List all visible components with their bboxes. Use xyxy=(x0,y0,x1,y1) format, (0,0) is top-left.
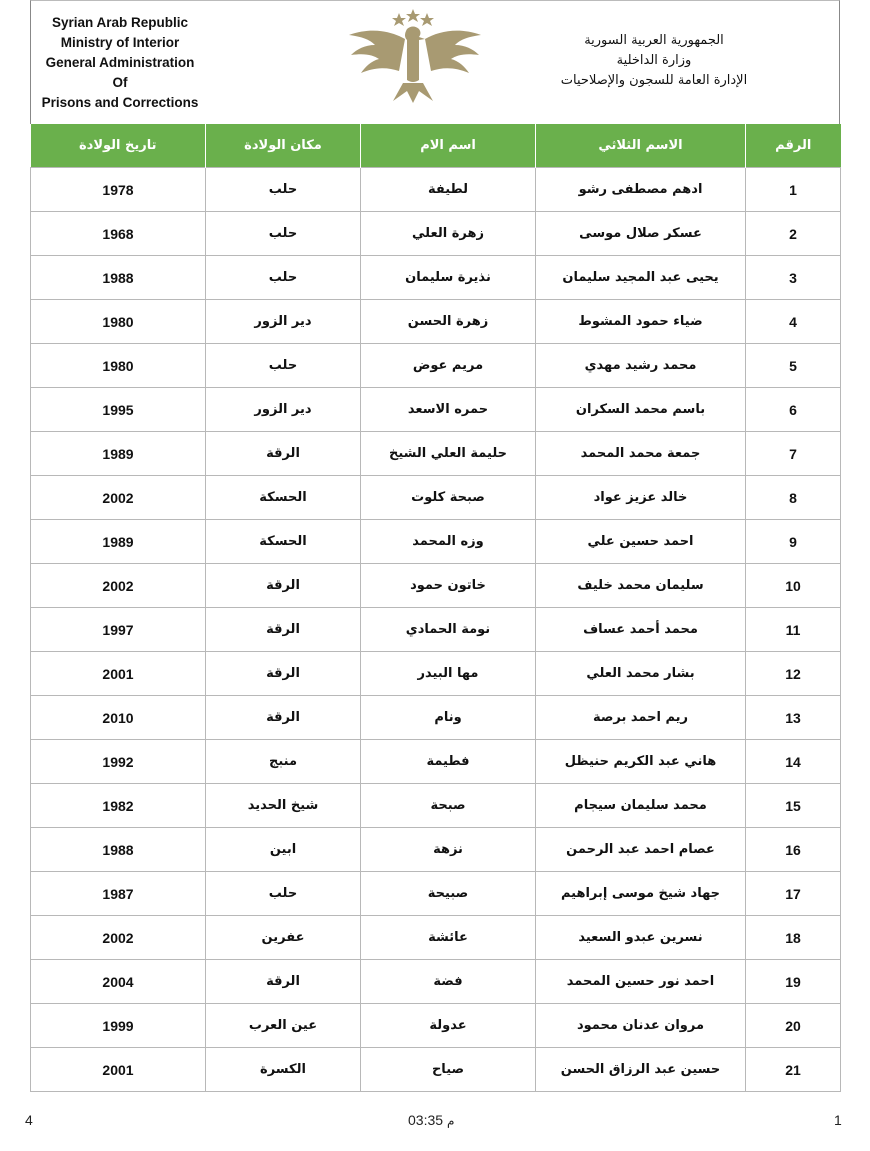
table-body xyxy=(31,168,841,1092)
row-number: 18 xyxy=(746,916,841,960)
birth-place: الرقة xyxy=(206,432,361,476)
table-row xyxy=(31,960,841,1004)
row-number: 15 xyxy=(746,784,841,828)
full-name: محمد رشيد مهدي xyxy=(536,344,746,388)
table-row xyxy=(31,476,841,520)
birth-place: عفرين xyxy=(206,916,361,960)
mother-name: حليمة العلي الشيخ xyxy=(361,432,536,476)
full-name: محمد أحمد عساف xyxy=(536,608,746,652)
table-row xyxy=(31,344,841,388)
birth-year: 2002 xyxy=(31,564,206,608)
birth-place: حلب xyxy=(206,872,361,916)
row-number: 17 xyxy=(746,872,841,916)
mother-name: زهرة الحسن xyxy=(361,300,536,344)
row-number: 20 xyxy=(746,1004,841,1048)
table-header-row xyxy=(31,124,841,168)
full-name: جهاد شيخ موسى إبراهيم xyxy=(536,872,746,916)
birth-place: دير الزور xyxy=(206,388,361,432)
mother-name: فطيمة xyxy=(361,740,536,784)
birth-place: حلب xyxy=(206,344,361,388)
row-number: 6 xyxy=(746,388,841,432)
birth-year: 1988 xyxy=(31,256,206,300)
birth-year: 2002 xyxy=(31,916,206,960)
column-header-full-name: الاسم الثلاثي xyxy=(536,124,746,168)
birth-place: حلب xyxy=(206,212,361,256)
birth-year: 2001 xyxy=(31,1048,206,1092)
row-number: 12 xyxy=(746,652,841,696)
full-name: هاني عبد الكريم حنيظل xyxy=(536,740,746,784)
table-row xyxy=(31,168,841,212)
birth-place: الرقة xyxy=(206,652,361,696)
table-row xyxy=(31,520,841,564)
mother-name: صبحة xyxy=(361,784,536,828)
birth-year: 1978 xyxy=(31,168,206,212)
mother-name: حمره الاسعد xyxy=(361,388,536,432)
birth-place: الحسكة xyxy=(206,520,361,564)
table-row xyxy=(31,388,841,432)
mother-name: مها البيدر xyxy=(361,652,536,696)
mother-name: صبحة كلوت xyxy=(361,476,536,520)
header-arabic-line: الإدارة العامة للسجون والإصلاحيات xyxy=(560,73,748,88)
full-name: باسم محمد السكران xyxy=(536,388,746,432)
row-number: 7 xyxy=(746,432,841,476)
table-row xyxy=(31,1004,841,1048)
full-name: نسرين عبدو السعيد xyxy=(536,916,746,960)
header-arabic xyxy=(524,31,784,91)
full-name: مروان عدنان محمود xyxy=(536,1004,746,1048)
birth-place: الكسرة xyxy=(206,1048,361,1092)
table-row xyxy=(31,784,841,828)
mother-name: عدولة xyxy=(361,1004,536,1048)
full-name: ريم احمد برصة xyxy=(536,696,746,740)
header-english xyxy=(35,13,205,113)
table-row xyxy=(31,256,841,300)
full-name: محمد سليمان سيجام xyxy=(536,784,746,828)
mother-name: خاتون حمود xyxy=(361,564,536,608)
table-row xyxy=(31,212,841,256)
birth-place: منبج xyxy=(206,740,361,784)
full-name: بشار محمد العلي xyxy=(536,652,746,696)
mother-name: عائشة xyxy=(361,916,536,960)
table-row xyxy=(31,432,841,476)
mother-name: فضة xyxy=(361,960,536,1004)
birth-place: الرقة xyxy=(206,960,361,1004)
row-number: 9 xyxy=(746,520,841,564)
footer-time-value: 03:35 xyxy=(408,1112,444,1128)
footer-time xyxy=(408,1112,454,1128)
full-name: خالد عزيز عواد xyxy=(536,476,746,520)
birth-place: الحسكة xyxy=(206,476,361,520)
table-row xyxy=(31,740,841,784)
full-name: حسين عبد الرزاق الحسن xyxy=(536,1048,746,1092)
table-row xyxy=(31,652,841,696)
birth-year: 1997 xyxy=(31,608,206,652)
document-header xyxy=(30,0,840,124)
row-number: 16 xyxy=(746,828,841,872)
row-number: 2 xyxy=(746,212,841,256)
header-english-line: Ministry of Interior xyxy=(60,35,180,50)
full-name: يحيى عبد المجيد سليمان xyxy=(536,256,746,300)
birth-place: دير الزور xyxy=(206,300,361,344)
table-row xyxy=(31,872,841,916)
birth-year: 1988 xyxy=(31,828,206,872)
birth-year: 1989 xyxy=(31,520,206,564)
row-number: 8 xyxy=(746,476,841,520)
birth-place: الرقة xyxy=(206,696,361,740)
table-row xyxy=(31,1048,841,1092)
table-row xyxy=(31,300,841,344)
birth-place: الرقة xyxy=(206,564,361,608)
header-english-line: Syrian Arab Republic xyxy=(51,15,189,30)
mother-name: لطيفة xyxy=(361,168,536,212)
header-english-line: Of xyxy=(112,75,128,90)
column-header-mother-name: اسم الام xyxy=(361,124,536,168)
table-row xyxy=(31,564,841,608)
table-row xyxy=(31,608,841,652)
birth-year: 2002 xyxy=(31,476,206,520)
eagle-emblem-icon xyxy=(341,5,481,105)
full-name: جمعة محمد المحمد xyxy=(536,432,746,476)
mother-name: نومة الحمادي xyxy=(361,608,536,652)
mother-name: صياح xyxy=(361,1048,536,1092)
row-number: 1 xyxy=(746,168,841,212)
prisoners-table xyxy=(30,124,841,1092)
footer-time-suffix: م xyxy=(446,1114,455,1128)
table-row xyxy=(31,916,841,960)
birth-year: 1995 xyxy=(31,388,206,432)
row-number: 11 xyxy=(746,608,841,652)
row-number: 4 xyxy=(746,300,841,344)
birth-year: 1968 xyxy=(31,212,206,256)
birth-place: الرقة xyxy=(206,608,361,652)
birth-year: 1980 xyxy=(31,344,206,388)
column-header-number: الرقم xyxy=(746,124,841,168)
row-number: 13 xyxy=(746,696,841,740)
row-number: 3 xyxy=(746,256,841,300)
full-name: احمد حسين علي xyxy=(536,520,746,564)
header-english-line: Prisons and Corrections xyxy=(41,95,199,110)
header-arabic-line: الجمهورية العربية السورية xyxy=(584,33,724,48)
birth-year: 1980 xyxy=(31,300,206,344)
birth-place: ابين xyxy=(206,828,361,872)
birth-place: حلب xyxy=(206,256,361,300)
birth-year: 1987 xyxy=(31,872,206,916)
header-arabic-line: وزارة الداخلية xyxy=(616,53,692,68)
full-name: عسكر صلال موسى xyxy=(536,212,746,256)
mother-name: مريم عوض xyxy=(361,344,536,388)
table-row xyxy=(31,828,841,872)
full-name: عصام احمد عبد الرحمن xyxy=(536,828,746,872)
birth-place: شيخ الحديد xyxy=(206,784,361,828)
birth-year: 1999 xyxy=(31,1004,206,1048)
row-number: 5 xyxy=(746,344,841,388)
footer-right-page: 1 xyxy=(834,1112,842,1128)
mother-name: نذيرة سليمان xyxy=(361,256,536,300)
full-name: سليمان محمد خليف xyxy=(536,564,746,608)
footer-left-page: 4 xyxy=(25,1112,33,1128)
birth-year: 2004 xyxy=(31,960,206,1004)
mother-name: زهرة العلي xyxy=(361,212,536,256)
table-row xyxy=(31,696,841,740)
birth-year: 2001 xyxy=(31,652,206,696)
mother-name: صبيحة xyxy=(361,872,536,916)
row-number: 19 xyxy=(746,960,841,1004)
full-name: ضياء حمود المشوط xyxy=(536,300,746,344)
column-header-birth-date: تاريخ الولادة xyxy=(31,124,206,168)
row-number: 14 xyxy=(746,740,841,784)
mother-name: وزه المحمد xyxy=(361,520,536,564)
birth-year: 1989 xyxy=(31,432,206,476)
mother-name: نزهة xyxy=(361,828,536,872)
header-english-line: General Administration xyxy=(45,55,195,70)
birth-year: 1992 xyxy=(31,740,206,784)
column-header-birth-place: مكان الولادة xyxy=(206,124,361,168)
row-number: 21 xyxy=(746,1048,841,1092)
birth-year: 1982 xyxy=(31,784,206,828)
birth-place: عين العرب xyxy=(206,1004,361,1048)
row-number: 10 xyxy=(746,564,841,608)
mother-name: ونام xyxy=(361,696,536,740)
birth-place: حلب xyxy=(206,168,361,212)
birth-year: 2010 xyxy=(31,696,206,740)
full-name: احمد نور حسين المحمد xyxy=(536,960,746,1004)
full-name: ادهم مصطفى رشو xyxy=(536,168,746,212)
